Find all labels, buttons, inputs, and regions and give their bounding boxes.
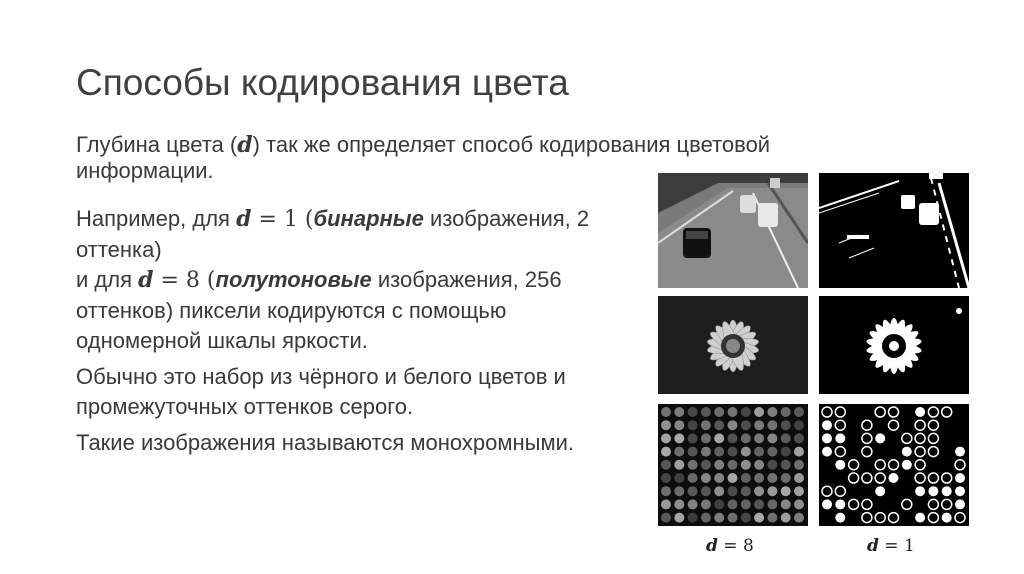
- spot-gray: [794, 447, 804, 457]
- paragraph-3: Такие изображения называются монохромными.: [76, 430, 574, 455]
- spot-gray: [767, 473, 777, 483]
- spot-gray: [794, 420, 804, 430]
- spot-gray: [688, 499, 698, 509]
- spot-binary: [835, 513, 845, 523]
- spot-gray: [728, 433, 738, 443]
- p1-text-2: изображения, 2 оттенка): [76, 206, 590, 262]
- body-text: [76, 204, 636, 464]
- spot-gray: [754, 513, 764, 523]
- spot-binary: [822, 420, 832, 430]
- paragraph-2: Обычно это набор из чёрного и белого цветов и промежуточных оттенков серого.: [76, 364, 566, 419]
- spot-binary: [955, 499, 965, 509]
- spot-binary: [915, 407, 925, 417]
- spot-gray: [794, 407, 804, 417]
- spot-gray: [741, 473, 751, 483]
- spot-gray: [728, 473, 738, 483]
- road-grayscale-illustration: [658, 173, 808, 288]
- spot-binary: [928, 486, 938, 496]
- spot-gray: [714, 433, 724, 443]
- spots-binary-image: [819, 404, 969, 526]
- spot-gray: [688, 486, 698, 496]
- spot-gray: [781, 486, 791, 496]
- spot-gray: [688, 513, 698, 523]
- spot-gray: [688, 420, 698, 430]
- spot-gray: [701, 433, 711, 443]
- spot-binary: [822, 433, 832, 443]
- spot-binary: [942, 486, 952, 496]
- spot-binary: [889, 473, 899, 483]
- spot-gray: [767, 447, 777, 457]
- p1-text-3: и для: [76, 267, 139, 292]
- spots-grayscale-illustration: [658, 404, 808, 526]
- spot-gray: [701, 486, 711, 496]
- spot-gray: [728, 420, 738, 430]
- spot-gray: [754, 420, 764, 430]
- spot-gray: [714, 420, 724, 430]
- spot-gray: [701, 513, 711, 523]
- spot-gray: [728, 447, 738, 457]
- intro-var: d: [237, 132, 253, 158]
- spot-gray: [754, 473, 764, 483]
- spot-gray: [754, 499, 764, 509]
- paragraph-1: [76, 204, 636, 356]
- road-binary-illustration: [819, 173, 969, 288]
- spot-gray: [701, 447, 711, 457]
- spot-gray: [767, 486, 777, 496]
- caption-d1-var: d: [867, 536, 879, 556]
- p1-eq-1: = 1 (: [251, 207, 314, 232]
- spot-gray: [661, 473, 671, 483]
- spot-gray: [714, 486, 724, 496]
- spots-binary-illustration: [819, 404, 969, 526]
- spot-binary: [835, 433, 845, 443]
- flower-binary-illustration: [819, 296, 969, 394]
- spot-gray: [794, 460, 804, 470]
- spot-gray: [728, 460, 738, 470]
- spot-binary: [902, 447, 912, 457]
- spot-gray: [741, 433, 751, 443]
- spot-binary: [822, 499, 832, 509]
- spot-gray: [741, 407, 751, 417]
- spot-gray: [767, 420, 777, 430]
- spot-gray: [688, 407, 698, 417]
- spot-gray: [714, 513, 724, 523]
- spot-gray: [661, 420, 671, 430]
- spot-gray: [701, 420, 711, 430]
- spot-gray: [714, 447, 724, 457]
- spot-gray: [674, 460, 684, 470]
- spot-gray: [674, 420, 684, 430]
- spot-binary: [955, 473, 965, 483]
- spot-gray: [701, 460, 711, 470]
- p1-bold-binary: бинарные: [313, 206, 424, 231]
- spot-gray: [754, 460, 764, 470]
- spot-gray: [688, 447, 698, 457]
- spot-gray: [767, 433, 777, 443]
- spot-gray: [674, 447, 684, 457]
- spot-binary: [955, 447, 965, 457]
- caption-d8-var: d: [706, 536, 718, 556]
- spot-gray: [674, 433, 684, 443]
- spot-gray: [728, 513, 738, 523]
- spot-gray: [794, 473, 804, 483]
- spot-gray: [714, 407, 724, 417]
- p1-eq-2: = 8 (: [153, 268, 216, 293]
- spot-gray: [714, 499, 724, 509]
- intro-before: Глубина цвета (: [76, 132, 238, 157]
- spot-gray: [701, 473, 711, 483]
- spot-gray: [794, 499, 804, 509]
- spot-gray: [661, 447, 671, 457]
- spot-binary: [875, 433, 885, 443]
- spot-gray: [741, 486, 751, 496]
- spot-gray: [728, 407, 738, 417]
- flower-grayscale-illustration: [658, 296, 808, 394]
- spot-gray: [661, 433, 671, 443]
- spot-gray: [674, 513, 684, 523]
- slide-title: Способы кодирования цвета: [76, 62, 569, 103]
- spot-gray: [688, 473, 698, 483]
- spot-gray: [781, 460, 791, 470]
- spot-gray: [754, 486, 764, 496]
- spot-binary: [955, 486, 965, 496]
- spot-gray: [781, 433, 791, 443]
- spot-gray: [661, 486, 671, 496]
- spot-gray: [674, 407, 684, 417]
- spot-binary: [915, 513, 925, 523]
- spot-gray: [794, 433, 804, 443]
- caption-d8: [706, 536, 754, 556]
- caption-d1: [867, 536, 915, 556]
- spot-gray: [661, 513, 671, 523]
- spot-gray: [701, 407, 711, 417]
- spot-gray: [781, 447, 791, 457]
- spot-gray: [767, 513, 777, 523]
- spot-gray: [781, 499, 791, 509]
- spot-binary: [835, 460, 845, 470]
- spot-gray: [767, 407, 777, 417]
- spot-binary: [875, 486, 885, 496]
- spot-gray: [781, 473, 791, 483]
- spots-grayscale-image: [658, 404, 808, 526]
- p1-text-4: изображения, 256 оттенков) пиксели кодируются с помощью одномерной шкалы яркости.: [76, 267, 562, 353]
- spot-gray: [767, 460, 777, 470]
- spot-binary: [822, 447, 832, 457]
- spot-gray: [794, 513, 804, 523]
- spot-gray: [674, 486, 684, 496]
- spot-gray: [741, 420, 751, 430]
- spot-gray: [688, 460, 698, 470]
- spot-gray: [661, 460, 671, 470]
- spot-gray: [741, 499, 751, 509]
- spot-gray: [794, 486, 804, 496]
- spot-gray: [781, 513, 791, 523]
- spot-gray: [674, 499, 684, 509]
- spot-gray: [781, 407, 791, 417]
- spot-gray: [661, 407, 671, 417]
- spot-gray: [767, 499, 777, 509]
- road-binary-image: [819, 173, 969, 288]
- caption-d8-eq: = 8: [717, 536, 754, 556]
- road-grayscale-image: [658, 173, 808, 288]
- spot-binary: [835, 499, 845, 509]
- spot-gray: [661, 499, 671, 509]
- spot-gray: [741, 513, 751, 523]
- intro-after: ) так же определяет способ кодирования цветовой информации.: [76, 132, 771, 183]
- spot-gray: [714, 460, 724, 470]
- spot-gray: [754, 407, 764, 417]
- p1-var-2: d: [138, 267, 154, 293]
- spot-gray: [674, 473, 684, 483]
- spot-gray: [741, 447, 751, 457]
- p1-text-1: Например, для: [76, 206, 237, 231]
- spot-gray: [688, 433, 698, 443]
- spot-gray: [781, 420, 791, 430]
- spot-gray: [728, 486, 738, 496]
- spot-gray: [741, 460, 751, 470]
- spot-binary: [915, 486, 925, 496]
- spot-gray: [754, 433, 764, 443]
- p1-var-1: d: [236, 206, 252, 232]
- spot-gray: [714, 473, 724, 483]
- flower-grayscale-image: [658, 296, 808, 394]
- flower-binary-image: [819, 296, 969, 394]
- spot-binary: [902, 460, 912, 470]
- spot-gray: [754, 447, 764, 457]
- p1-bold-halftone: полутоновые: [215, 267, 372, 292]
- spot-gray: [701, 499, 711, 509]
- spot-binary: [942, 513, 952, 523]
- caption-d1-eq: = 1: [878, 536, 915, 556]
- spot-gray: [728, 499, 738, 509]
